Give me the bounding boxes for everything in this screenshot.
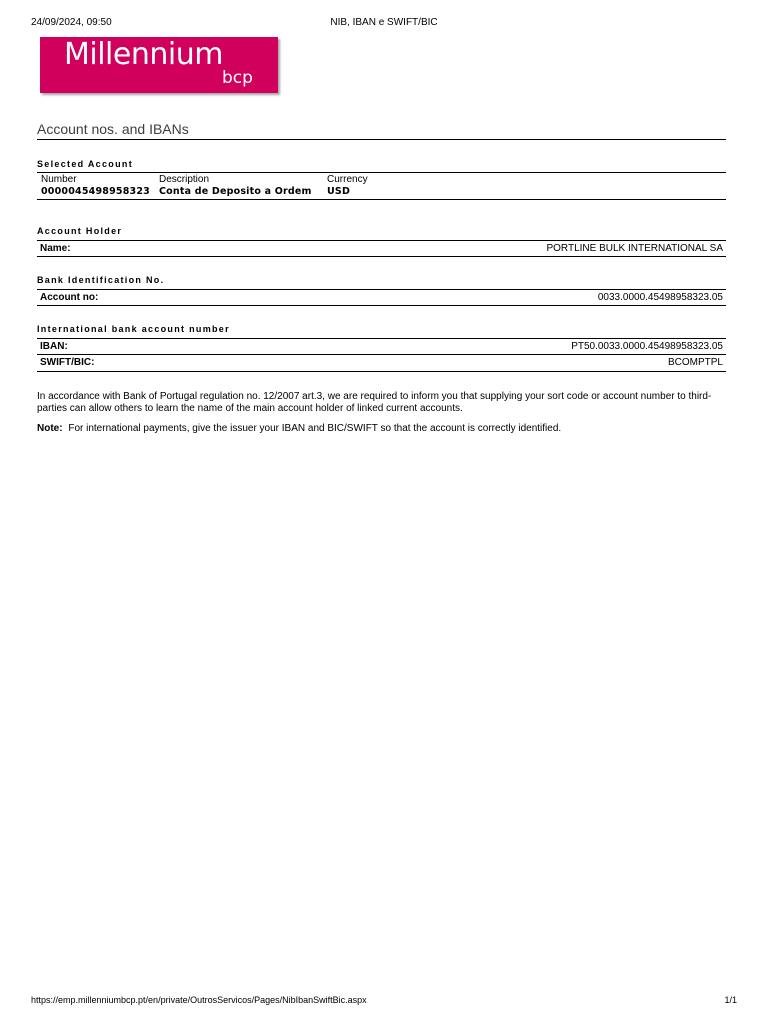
logo-brand-text: Millennium xyxy=(64,37,223,72)
note-text: For international payments, give the issuer your IBAN and BIC/SWIFT so that the account is correctly identified. xyxy=(68,423,562,434)
account-number-column xyxy=(41,174,150,198)
holder-name-value: PORTLINE BULK INTERNATIONAL SA xyxy=(546,243,723,254)
page-title: Account nos. and IBANs xyxy=(37,121,726,140)
account-holder-row xyxy=(37,240,726,257)
account-currency-value: USD xyxy=(327,186,351,197)
nib-value: 0033.0000.45498958323.05 xyxy=(597,292,723,303)
footer-page-number: 1/1 xyxy=(724,995,737,1005)
print-datetime: 24/09/2024, 09:50 xyxy=(31,17,112,28)
account-currency-label: Currency xyxy=(327,174,368,185)
iban-label: IBAN: xyxy=(40,341,68,352)
bank-id-row xyxy=(37,289,726,306)
footer-url: https://emp.millenniumbcp.pt/en/private/OutrosServicos/Pages/NibIbanSwiftBic.aspx xyxy=(31,995,367,1005)
swift-value: BCOMPTPL xyxy=(667,357,723,368)
account-holder-heading: Account Holder xyxy=(37,226,123,236)
swift-row xyxy=(37,355,726,372)
swift-label: SWIFT/BIC: xyxy=(40,357,95,368)
account-description-label: Description xyxy=(159,174,210,185)
regulation-notice: In accordance with Bank of Portugal regulation no. 12/2007 art.3, we are required to inform you that supplying your sort code or account number to third-parties can allow others to learn the name of the main account holder of linked current accounts. xyxy=(37,391,712,414)
holder-name-label: Name: xyxy=(40,243,71,254)
selected-account-table xyxy=(37,172,726,200)
print-page-title: NIB, IBAN e SWIFT/BIC xyxy=(330,17,438,28)
account-description-column xyxy=(159,174,312,198)
iban-row xyxy=(37,338,726,355)
payment-note xyxy=(37,423,726,435)
millennium-bcp-logo xyxy=(40,37,278,93)
bank-id-heading: Bank Identification No. xyxy=(37,275,165,285)
note-label: Note: xyxy=(37,423,63,434)
iban-heading: International bank account number xyxy=(37,324,230,334)
iban-value: PT50.0033.0000.45498958323.05 xyxy=(571,341,723,352)
print-header xyxy=(31,17,737,31)
account-description-value: Conta de Deposito a Ordem xyxy=(159,186,312,197)
selected-account-heading: Selected Account xyxy=(37,159,133,169)
account-currency-column xyxy=(327,174,368,198)
logo-sub-text: bcp xyxy=(222,68,253,88)
account-number-value: 0000045498958323 xyxy=(41,186,150,197)
nib-label: Account no: xyxy=(40,292,99,303)
account-number-label: Number xyxy=(41,174,77,185)
